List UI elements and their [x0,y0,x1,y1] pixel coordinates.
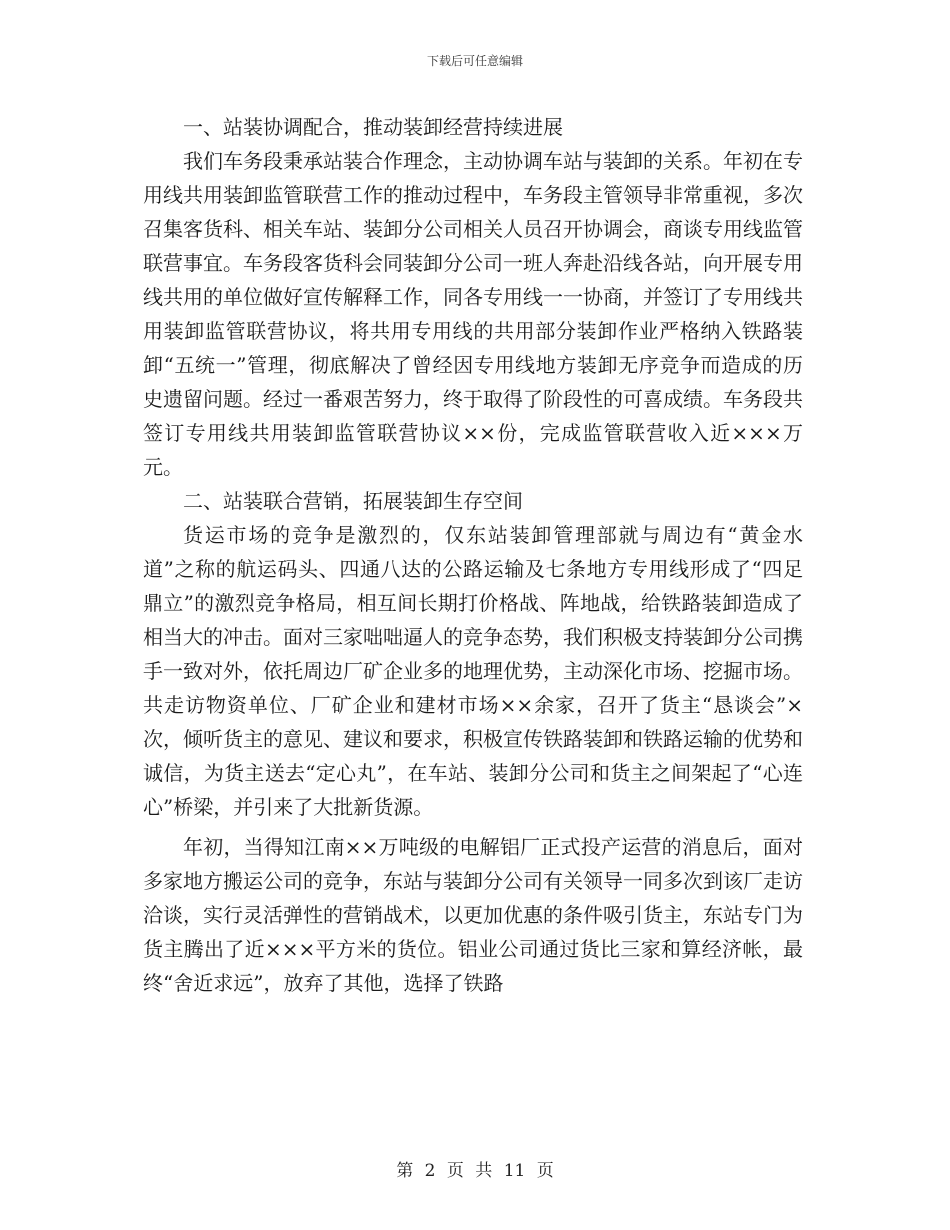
body-paragraph-3: 年初，当得知江南××万吨级的电解铝厂正式投产运营的消息后，面对多家地方搬运公司的竞争，东站与装卸分公司有关领导一同多次到该厂走访洽谈，实行灵活弹性的营销战术，以更加优惠的条件吸引货主，东站专门为货主腾出了近×××平方米的货位。铝业公司通过货比三家和算经济帐，最终“舍近求远”，放弃了其他，选择了铁路 [143,835,803,995]
page-header-note: 下载后可任意编辑 [426,54,523,68]
section-heading-2: 二、站装联合营销，拓展装卸生存空间 [183,489,523,513]
body-paragraph-1: 我们车务段秉承站装合作理念，主动协调车站与装卸的关系。年初在专用线共用装卸监管联营工作的推动过程中，车务段主管领导非常重视，多次召集客货科、相关车站、装卸分公司相关人员召开协调会，商谈专用线监管联营事宜。车务段客货科会同装卸分公司一班人奔赴沿线各站，向开展专用线共用的单位做好宣传解释工作，同各专用线一一协商，并签订了专用线共用装卸监管联营协议，将共用专用线的共用部分装卸作业严格纳入铁路装卸“五统一”管理，彻底解决了曾经因专用线地方装卸无序竞争而造成的历史遗留问题。经过一番艰苦努力，终于取得了阶段性的可喜成绩。车务段共签订专用线共用装卸监管联营协议××份，完成监管联营收入近×××万元。 [143,149,803,479]
section-heading-1: 一、站装协调配合，推动装卸经营持续进展 [183,115,563,139]
page-number-footer: 第 2 页 共 11 页 [396,1161,554,1181]
document-body [143,110,803,1000]
body-paragraph-2: 货运市场的竞争是激烈的，仅东站装卸管理部就与周边有“黄金水道”之称的航运码头、四通八达的公路运输及七条地方专用线形成了“四足鼎立”的激烈竞争格局，相互间长期打价格战、阵地战，给铁路装卸造成了相当大的冲击。面对三家咄咄逼人的竞争态势，我们积极支持装卸分公司携手一致对外，依托周边厂矿企业多的地理优势，主动深化市场、挖掘市场。共走访物资单位、厂矿企业和建材市场××余家，召开了货主“恳谈会”×次，倾听货主的意见、建议和要求，积极宣传铁路装卸和铁路运输的优势和诚信，为货主送去“定心丸”，在车站、装卸分公司和货主之间架起了“心连心”桥梁，并引来了大批新货源。 [143,523,803,819]
